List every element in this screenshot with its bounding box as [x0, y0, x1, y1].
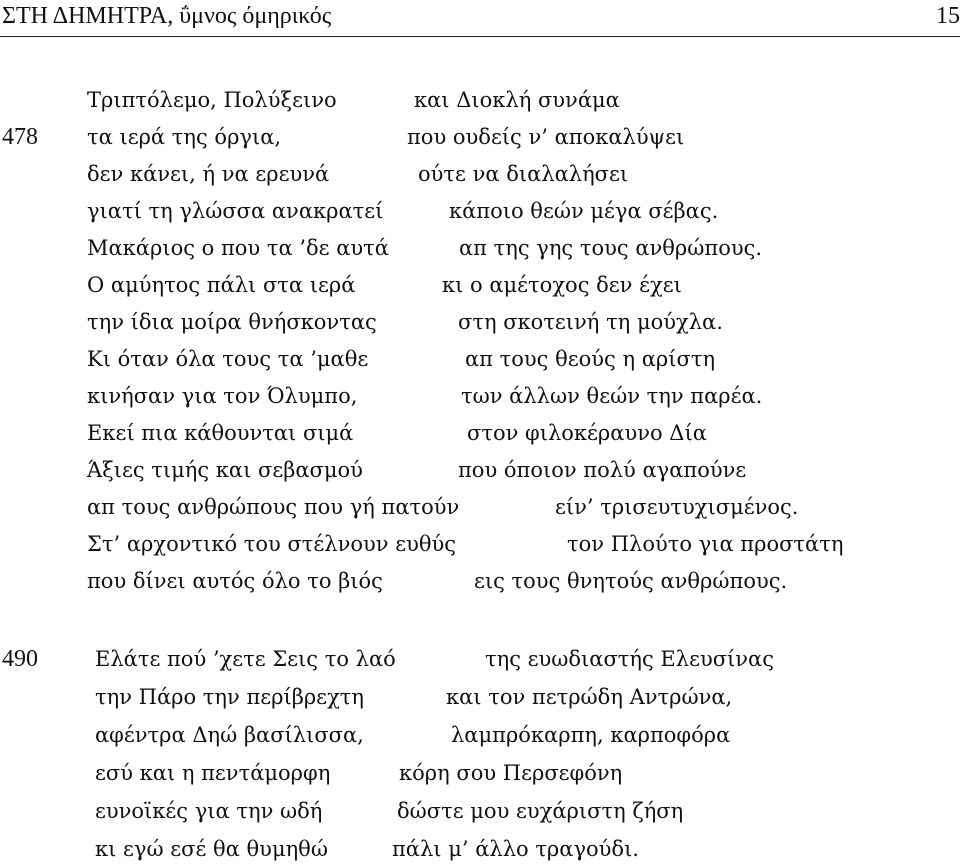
verse-first-half: ευνοϊκές για την ωδή: [95, 799, 323, 823]
verse-second-half: των άλλων θεών την παρέα.: [461, 384, 763, 408]
verse-second-half: τον Πλούτο για προστάτη: [567, 532, 844, 556]
verse-second-half: που όποιον πολύ αγαπούνε: [458, 458, 747, 482]
verse-second-half: απ της γης τους ανθρώπους.: [459, 236, 763, 260]
verse-line: [0, 640, 960, 678]
stanza: [0, 640, 960, 868]
verse-line: [0, 304, 960, 341]
verse-second-half: και Διοκλή συνάμα: [414, 88, 620, 112]
verse-second-half: πάλι μ’ άλλο τραγούδι.: [392, 837, 639, 861]
verse-line: [0, 452, 960, 489]
verse-line: [0, 415, 960, 452]
verse-first-half: αφέντρα Δηώ βασίλισσα,: [95, 723, 364, 747]
page-number: 15: [936, 3, 960, 29]
verse-line: [0, 267, 960, 304]
verse-first-half: που δίνει αυτός όλο το βιός: [87, 569, 383, 593]
verse-line: [0, 156, 960, 193]
verse-first-half: γιατί τη γλώσσα ανακρατεί: [87, 199, 384, 223]
verse-first-half: Ελάτε πού ’χετε Σεις το λαό: [95, 647, 396, 671]
verse-line: [0, 526, 960, 563]
verse-first-half: Τριπτόλεμο, Πολύξεινο: [87, 88, 337, 112]
verse-line: [0, 830, 960, 868]
verse-first-half: Στ’ αρχοντικό του στέλνουν ευθύς: [87, 532, 457, 556]
verse-first-half: την Πάρο την περίβρεχτη: [95, 685, 364, 709]
verse-line: [0, 82, 960, 119]
verse-second-half: κι ο αμέτοχος δεν έχει: [442, 273, 682, 297]
verse-first-half: δεν κάνει, ή να ερευνά: [87, 162, 330, 186]
verse-second-half: είν’ τρισευτυχισμένος.: [555, 495, 799, 519]
running-header: [0, 0, 960, 37]
header-title: ΣΤΗ ΔΗΜΗΤΡΑ, ΰμνος όμηρικός: [2, 3, 332, 29]
verse-line: [0, 341, 960, 378]
verse-line: [0, 489, 960, 526]
verse-line: [0, 230, 960, 267]
line-number: 478: [2, 124, 38, 150]
verse-first-half: κι εγώ εσέ θα θυμηθώ: [95, 837, 328, 861]
verse-second-half: απ τους θεούς η αρίστη: [465, 347, 716, 371]
verse-line: [0, 563, 960, 600]
verse-second-half: κάποιο θεών μέγα σέβας.: [449, 199, 719, 223]
verse-line: [0, 716, 960, 754]
verse-second-half: εις τους θνητούς ανθρώπους.: [474, 569, 788, 593]
verse-first-half: κινήσαν για τον Όλυμπο,: [87, 384, 358, 408]
verse-second-half: λαμπρόκαρπη, καρποφόρα: [451, 723, 731, 747]
verse-first-half: Άξιες τιμής και σεβασμού: [87, 458, 363, 482]
verse-line: [0, 754, 960, 792]
verse-first-half: εσύ και η πεντάμορφη: [95, 761, 331, 785]
verse-first-half: Εκεί πια κάθουνται σιμά: [87, 421, 354, 445]
verse-second-half: στον φιλοκέραυνο Δία: [467, 421, 707, 445]
verse-first-half: απ τους ανθρώπους που γή πατούν: [87, 495, 460, 519]
stanza: [0, 82, 960, 600]
verse-second-half: δώστε μου ευχάριστη ζήση: [397, 799, 684, 823]
verse-first-half: Ο αμύητος πάλι στα ιερά: [87, 273, 356, 297]
verse-first-half: τα ιερά της όργια,: [87, 125, 282, 149]
verse-second-half: ούτε να διαλαλήσει: [418, 162, 629, 186]
verse-second-half: της ευωδιαστής Ελευσίνας: [485, 647, 774, 671]
line-number: 490: [2, 646, 38, 672]
verse-line: [0, 193, 960, 230]
verse-second-half: που ουδείς ν’ αποκαλύψει: [407, 125, 685, 149]
verse-second-half: κόρη σου Περσεφόνη: [399, 761, 623, 785]
verse-first-half: Κι όταν όλα τους τα ’μαθε: [87, 347, 369, 371]
verse-line: [0, 119, 960, 156]
verse-line: [0, 792, 960, 830]
verse-second-half: στη σκοτεινή τη μούχλα.: [458, 310, 723, 334]
verse-line: [0, 678, 960, 716]
verse-first-half: Μακάριος ο που τα ’δε αυτά: [87, 236, 389, 260]
verse-second-half: και τον πετρώδη Αντρώνα,: [446, 685, 733, 709]
verse-first-half: την ίδια μοίρα θνήσκοντας: [87, 310, 377, 334]
verse-line: [0, 378, 960, 415]
